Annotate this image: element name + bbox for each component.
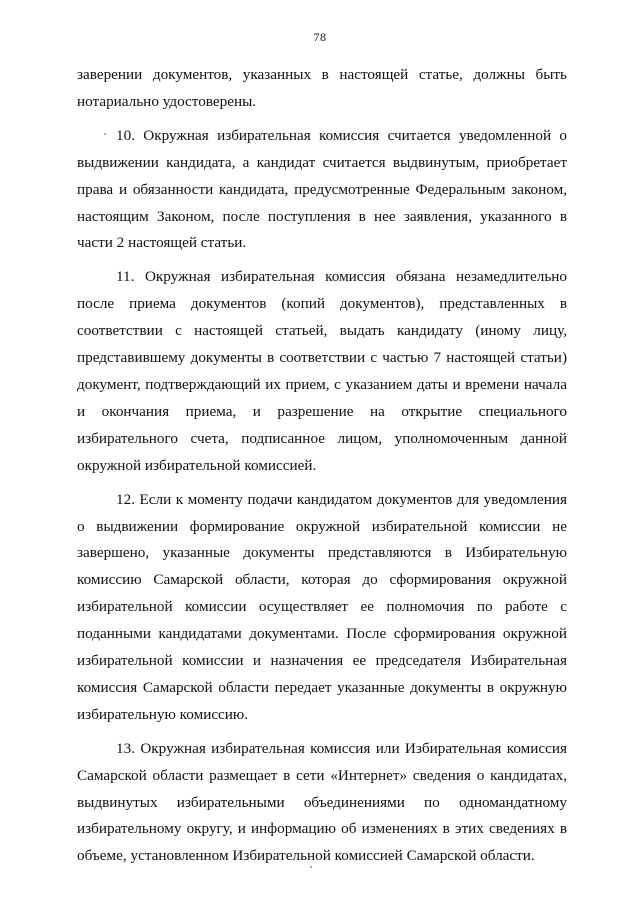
scan-speck <box>104 133 106 135</box>
paragraph-item-11: 11. Окружная избирательная комиссия обязана незамедлительно после приема документов (копий документов), представленных в соответствии с настоящей статьей, выдать кандидату (иному лицу, представившему документы в соответствии с частью 7 настоящей статьи) документ, подтверждающий их прием, с указанием даты и времени начала и окончания приема, и разрешение на открытие специального избирательного счета, подписанное лицом, уполномоченным данной окружной избирательной комиссией. <box>77 268 567 474</box>
paragraph-item-13: 13. Окружная избирательная комиссия или Избирательная комиссия Самарской области размещает в сети «Интернет» сведения о кандидатах, выдвинутых избирательными объединениями по одномандатному избирательному округу, и информацию об изменениях в этих сведениях в объеме, установленном Избирательной комиссией Самарской области. <box>77 739 567 865</box>
paragraph-item-10: 10. Окружная избирательная комиссия считается уведомленной о выдвижении кандидата, а кандидат считается выдвинутым, приобретает права и обязанности кандидата, предусмотренные Федеральным законом, настоящим Законом, после поступления в нее заявления, указанного в части 2 настоящей статьи. <box>77 126 567 252</box>
page-number: 78 <box>313 30 327 44</box>
paragraph-item-12: 12. Если к моменту подачи кандидатом документов для уведомления о выдвижении формирование окружной избирательной комиссии не завершено, указанные документы представляются в Избирательную комиссию Самарской области, которая до сформирования окружной избирательной комиссии осуществляет ее полномочия по работе с поданными кандидатами документами. После сформирования окружной избирательной комиссии и назначения ее председателя Избирательная комиссия Самарской области передает указанные документы в окружную избирательную комиссию. <box>77 490 567 723</box>
scan-speck <box>310 866 312 868</box>
document-body <box>77 62 567 870</box>
paragraph-continuation: заверении документов, указанных в настоящей статье, должны быть нотариально удостоверены. <box>77 66 567 110</box>
